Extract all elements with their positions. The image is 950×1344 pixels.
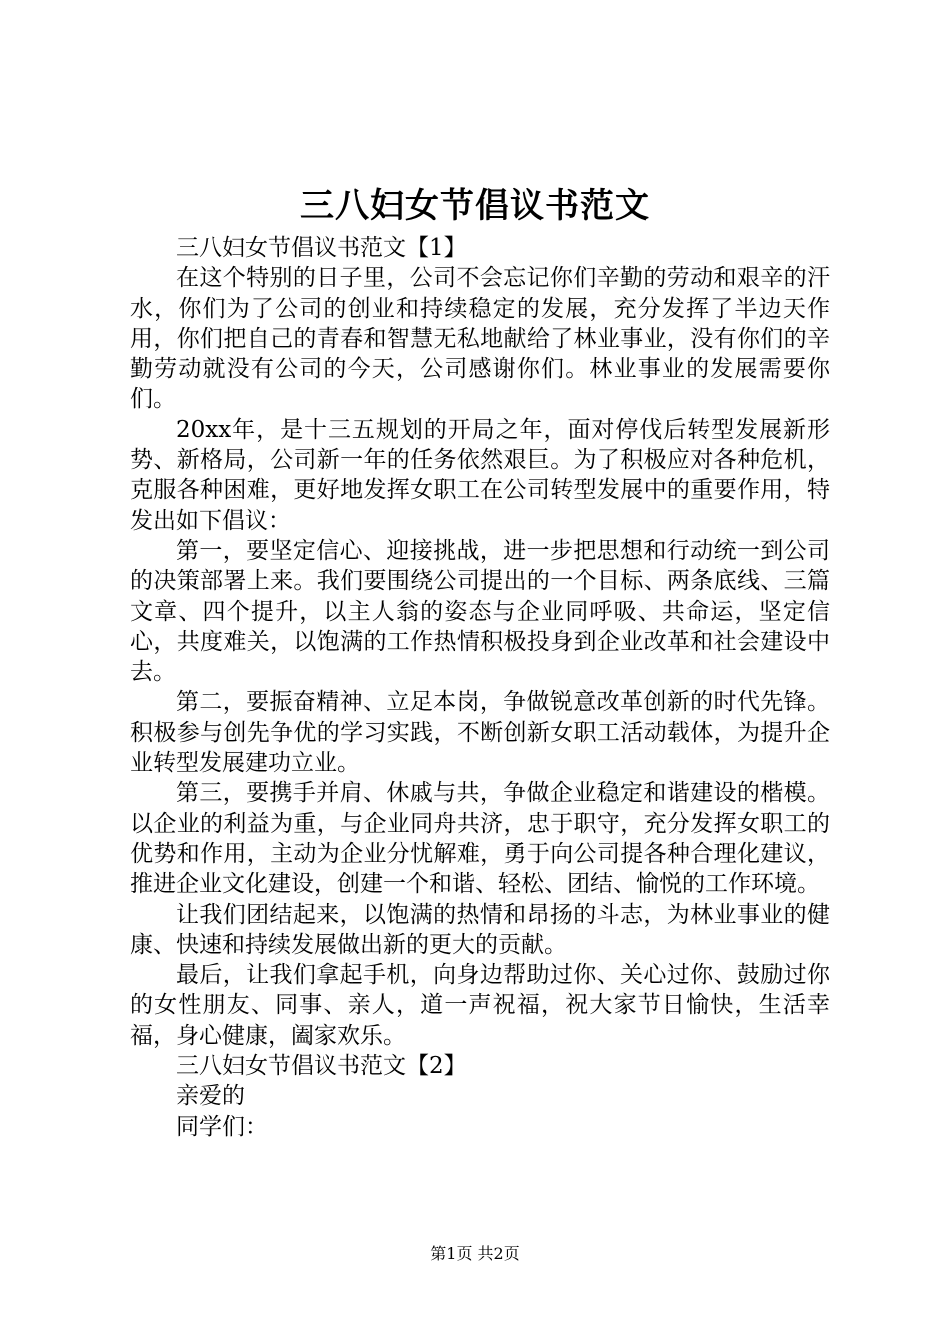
paragraph: 第三，要携手并肩、休戚与共，争做企业稳定和谐建设的楷模。以企业的利益为重，与企业同舟共济，忠于职守，充分发挥女职工的优势和作用，主动为企业分忧解难，勇于向公司提各种合理化建议，推进企业文化建设，创建一个和谐、轻松、团结、愉悦的工作环境。 — [130, 780, 830, 898]
paragraph: 第一，要坚定信心、迎接挑战，进一步把思想和行动统一到公司的决策部署上来。我们要围绕公司提出的一个目标、两条底线、三篇文章、四个提升，以主人翁的姿态与企业同呼吸、共命运，坚定信心，共度难关，以饱满的工作热情积极投身到企业改革和社会建设中去。 — [130, 537, 830, 686]
page-footer: 第1页 共2页 — [430, 1244, 520, 1263]
salutation-line-1: 亲爱的 — [176, 1083, 245, 1110]
document-body — [130, 233, 830, 1142]
section-heading-1: 三八妇女节倡议书范文【1】 — [176, 235, 467, 261]
paragraph: 让我们团结起来，以饱满的热情和昂扬的斗志，为林业事业的健康、快速和持续发展做出新的更大的贡献。 — [130, 901, 830, 958]
paragraph: 第二，要振奋精神、立足本岗，争做锐意改革创新的时代先锋。积极参与创先争优的学习实践，不断创新女职工活动载体，为提升企业转型发展建功立业。 — [130, 689, 830, 777]
salutation-line-2: 同学们： — [176, 1113, 268, 1140]
paragraph: 最后，让我们拿起手机，向身边帮助过你、关心过你、鼓励过你的女性朋友、同事、亲人，道一声祝福，祝大家节日愉快，生活幸福，身心健康，阖家欢乐。 — [130, 962, 830, 1049]
document-title: 三八妇女节倡议书范文 — [300, 186, 650, 226]
paragraph: 20xx年，是十三五规划的开局之年，面对停伐后转型发展新形势、新格局，公司新一年的任务依然艰巨。为了积极应对各种危机，克服各种困难，更好地发挥女职工在公司转型发展中的重要作用，特发出如下倡议： — [130, 416, 830, 534]
paragraph: 在这个特别的日子里，公司不会忘记你们辛勤的劳动和艰辛的汗水，你们为了公司的创业和持续稳定的发展，充分发挥了半边天作用，你们把自己的青春和智慧无私地献给了林业事业，没有你们的辛勤劳动就没有公司的今天，公司感谢你们。林业事业的发展需要你们。 — [130, 265, 830, 413]
section-heading-2: 三八妇女节倡议书范文【2】 — [176, 1053, 467, 1080]
